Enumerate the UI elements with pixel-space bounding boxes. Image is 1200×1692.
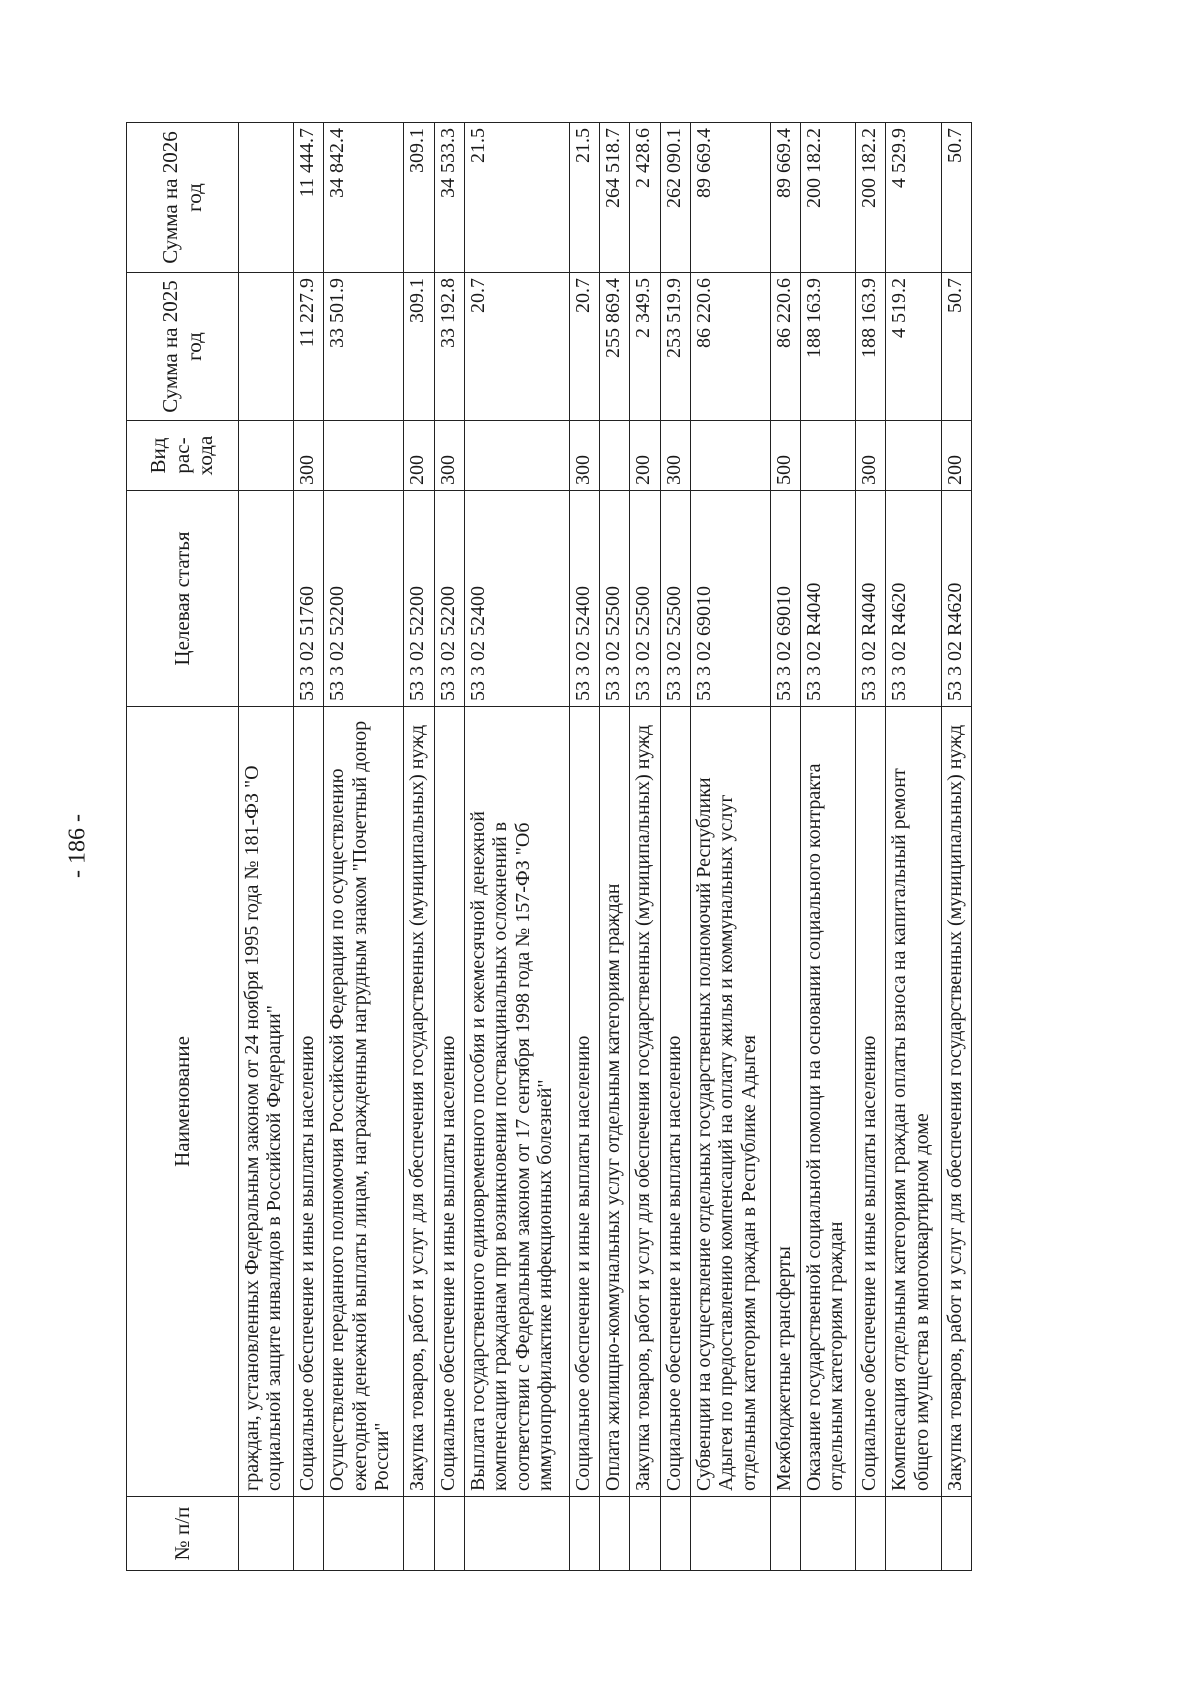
cell-sum-2026: 21.5: [464, 123, 569, 273]
cell-target: 53 3 02 52500: [599, 491, 629, 707]
cell-sum-2026: 200 182.2: [856, 123, 886, 273]
cell-vid: 300: [660, 421, 690, 491]
cell-name: Закупка товаров, работ и услуг для обеспечения государственных (муниципальных) нужд: [404, 707, 434, 1497]
cell-num: [660, 1497, 690, 1571]
table-row: [569, 123, 599, 1571]
cell-sum-2025: 253 519.9: [660, 273, 690, 421]
cell-vid: 300: [569, 421, 599, 491]
cell-num: [599, 1497, 629, 1571]
cell-sum-2025: 86 220.6: [770, 273, 800, 421]
cell-sum-2026: 89 669.4: [770, 123, 800, 273]
cell-num: [569, 1497, 599, 1571]
cell-vid: [324, 421, 404, 491]
cell-target: 53 3 02 R4040: [856, 491, 886, 707]
cell-sum-2025: 188 163.9: [801, 273, 856, 421]
cell-num: [324, 1497, 404, 1571]
budget-table: [126, 122, 972, 1571]
cell-vid: 300: [434, 421, 464, 491]
cell-sum-2025: 188 163.9: [856, 273, 886, 421]
cell-sum-2025: 33 192.8: [434, 273, 464, 421]
cell-vid: 200: [941, 421, 971, 491]
cell-sum-2025: 86 220.6: [690, 273, 770, 421]
cell-sum-2025: 255 869.4: [599, 273, 629, 421]
cell-sum-2025: 4 519.2: [886, 273, 941, 421]
cell-sum-2026: 11 444.7: [294, 123, 324, 273]
cell-name: Закупка товаров, работ и услуг для обеспечения государственных (муниципальных) нужд: [630, 707, 660, 1497]
cell-name: Социальное обеспечение и иные выплаты населению: [434, 707, 464, 1497]
cell-target: 53 3 02 52400: [569, 491, 599, 707]
header-sum-2026: Сумма на 2026 год: [127, 123, 239, 273]
cell-name: Закупка товаров, работ и услуг для обеспечения государственных (муниципальных) нужд: [941, 707, 971, 1497]
table-row: [856, 123, 886, 1571]
table-row: [801, 123, 856, 1571]
cell-sum-2026: 34 533.3: [434, 123, 464, 273]
cell-vid: 200: [404, 421, 434, 491]
cell-target: 53 3 02 52200: [434, 491, 464, 707]
header-sum-2025: Сумма на 2025 год: [127, 273, 239, 421]
header-num: № п/п: [127, 1497, 239, 1571]
cell-num: [886, 1497, 941, 1571]
cell-name: Субвенции на осуществление отдельных государственных полномочий Республики Адыгея по предоставлению компенсаций на оплату жилья и коммунальных услуг отдельным категориям граждан в Республике Адыгея: [690, 707, 770, 1497]
cell-num: [690, 1497, 770, 1571]
cell-target: 53 3 02 52200: [404, 491, 434, 707]
cell-sum-2026: 309.1: [404, 123, 434, 273]
cell-sum-2025: 20.7: [569, 273, 599, 421]
cell-name: Социальное обеспечение и иные выплаты населению: [856, 707, 886, 1497]
table-row: [886, 123, 941, 1571]
table-row: [630, 123, 660, 1571]
table-row: [324, 123, 404, 1571]
cell-name: Компенсация отдельным категориям граждан оплаты взноса на капитальный ремонт общего имущества в многоквартирном доме: [886, 707, 941, 1497]
cell-target: 53 3 02 52400: [464, 491, 569, 707]
cell-name: Социальное обеспечение и иные выплаты населению: [569, 707, 599, 1497]
cell-num: [239, 1497, 294, 1571]
cell-vid: 300: [856, 421, 886, 491]
cell-target: 53 3 02 R4620: [941, 491, 971, 707]
cell-vid: [690, 421, 770, 491]
cell-name: Осуществление переданного полномочия Российской Федерации по осуществлению ежегодной денежной выплаты лицам, награжденным нагрудным знаком "Почетный донор России": [324, 707, 404, 1497]
cell-vid: [599, 421, 629, 491]
cell-target: 53 3 02 69010: [770, 491, 800, 707]
cell-name: Социальное обеспечение и иные выплаты населению: [660, 707, 690, 1497]
cell-vid: 300: [294, 421, 324, 491]
cell-target: 53 3 02 R4040: [801, 491, 856, 707]
cell-name: Выплата государственного единовременного пособия и ежемесячной денежной компенсации гражданам при возникновении поствакцинальных осложнений в соответствии с Федеральным законом от 17 сентября 1998 года № 157-ФЗ "Об иммунопрофилактике инфекционных болезней": [464, 707, 569, 1497]
table-row: [599, 123, 629, 1571]
cell-num: [801, 1497, 856, 1571]
cell-num: [630, 1497, 660, 1571]
cell-sum-2025: 50.7: [941, 273, 971, 421]
page-number: - 186 -: [64, 814, 91, 878]
cell-target: 53 3 02 52500: [660, 491, 690, 707]
cell-name: Межбюджетные трансферты: [770, 707, 800, 1497]
cell-name: граждан, установленных Федеральным законом от 24 ноября 1995 года № 181-ФЗ "О социальной защите инвалидов в Российской Федерации": [239, 707, 294, 1497]
cell-vid: 500: [770, 421, 800, 491]
cell-sum-2026: 50.7: [941, 123, 971, 273]
cell-num: [404, 1497, 434, 1571]
cell-sum-2025: 33 501.9: [324, 273, 404, 421]
header-name: Наименование: [127, 707, 239, 1497]
cell-vid: [239, 421, 294, 491]
cell-vid: [801, 421, 856, 491]
cell-vid: 200: [630, 421, 660, 491]
cell-name: Оплата жилищно-коммунальных услуг отдельным категориям граждан: [599, 707, 629, 1497]
table-row: [404, 123, 434, 1571]
table-body: [239, 123, 972, 1571]
table-row: [294, 123, 324, 1571]
cell-target: 53 3 02 52200: [324, 491, 404, 707]
header-vid: Вид рас-хода: [127, 421, 239, 491]
cell-sum-2026: 2 428.6: [630, 123, 660, 273]
table-row: [941, 123, 971, 1571]
cell-sum-2025: 20.7: [464, 273, 569, 421]
cell-sum-2026: 262 090.1: [660, 123, 690, 273]
budget-table-sheet: [126, 123, 972, 1571]
cell-name: Оказание государственной социальной помощи на основании социального контракта отдельным категориям граждан: [801, 707, 856, 1497]
table-row: [770, 123, 800, 1571]
cell-sum-2026: 4 529.9: [886, 123, 941, 273]
table-row: [239, 123, 294, 1571]
table-row: [690, 123, 770, 1571]
cell-target: 53 3 02 R4620: [886, 491, 941, 707]
cell-num: [856, 1497, 886, 1571]
cell-sum-2026: 89 669.4: [690, 123, 770, 273]
cell-sum-2026: 200 182.2: [801, 123, 856, 273]
cell-num: [770, 1497, 800, 1571]
table-row: [464, 123, 569, 1571]
cell-num: [434, 1497, 464, 1571]
cell-sum-2025: 11 227.9: [294, 273, 324, 421]
cell-sum-2026: 264 518.7: [599, 123, 629, 273]
cell-num: [294, 1497, 324, 1571]
cell-sum-2025: 2 349.5: [630, 273, 660, 421]
cell-sum-2026: 34 842.4: [324, 123, 404, 273]
cell-sum-2026: [239, 123, 294, 273]
cell-sum-2025: 309.1: [404, 273, 434, 421]
cell-sum-2026: 21.5: [569, 123, 599, 273]
cell-name: Социальное обеспечение и иные выплаты населению: [294, 707, 324, 1497]
cell-target: 53 3 02 52500: [630, 491, 660, 707]
cell-num: [464, 1497, 569, 1571]
table-header-row: [127, 123, 239, 1571]
cell-vid: [886, 421, 941, 491]
cell-target: 53 3 02 69010: [690, 491, 770, 707]
header-target: Целевая статья: [127, 491, 239, 707]
cell-sum-2025: [239, 273, 294, 421]
cell-target: [239, 491, 294, 707]
cell-target: 53 3 02 51760: [294, 491, 324, 707]
cell-num: [941, 1497, 971, 1571]
table-row: [434, 123, 464, 1571]
table-row: [660, 123, 690, 1571]
cell-vid: [464, 421, 569, 491]
